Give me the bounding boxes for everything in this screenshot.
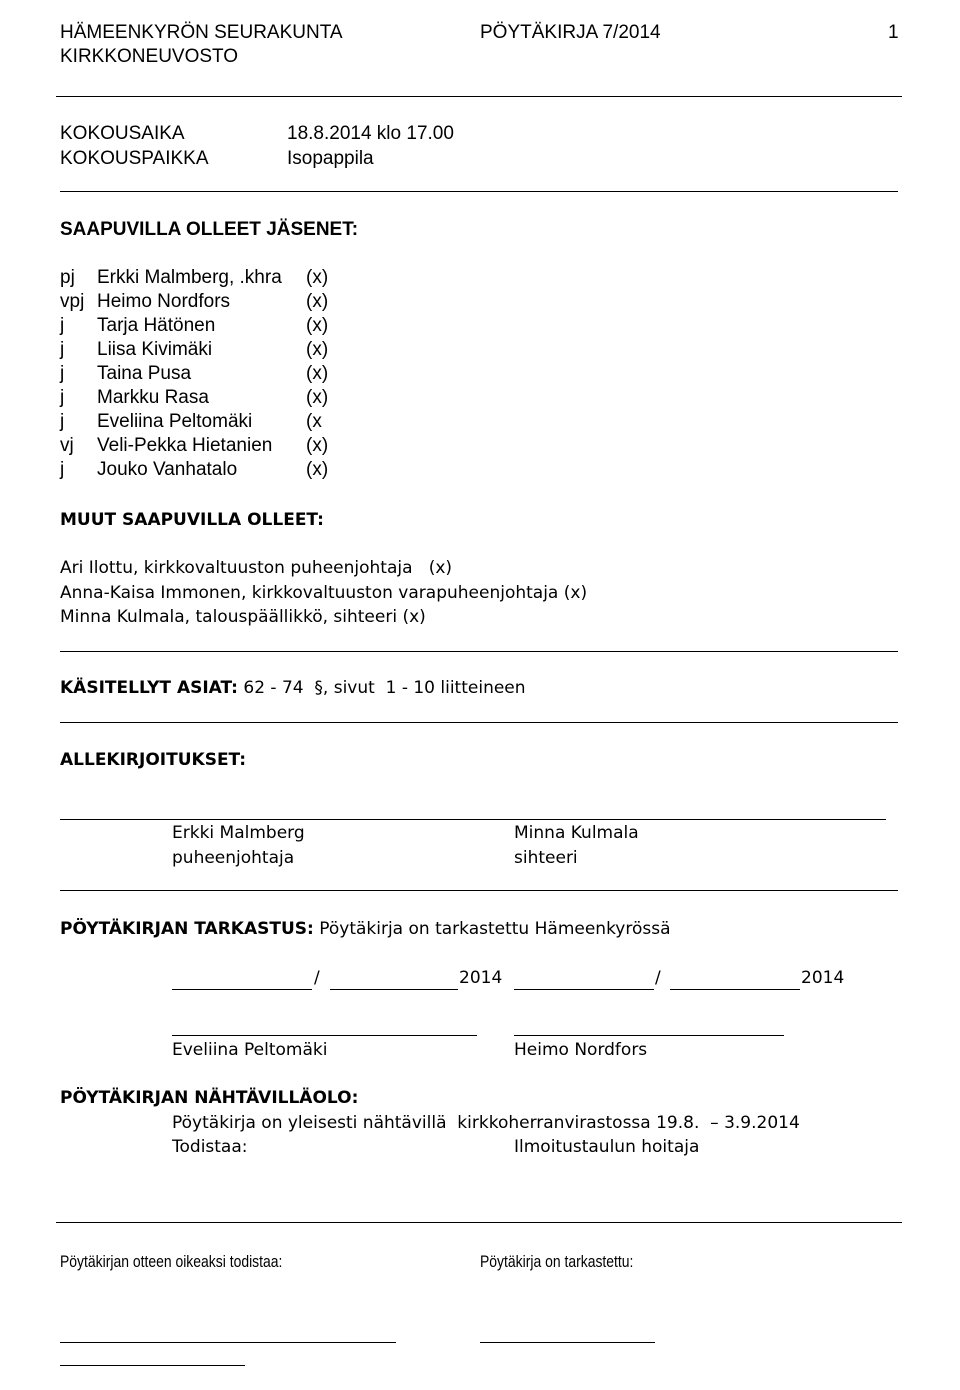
members-heading: SAAPUVILLA OLLEET JÄSENET: — [60, 219, 359, 240]
member-role: vpj — [60, 291, 85, 312]
meeting-place-value: Isopappila — [287, 148, 374, 169]
member-name: Erkki Malmberg, .khra — [97, 267, 282, 288]
inspected-label: Pöytäkirja on tarkastettu: — [480, 1252, 634, 1271]
document-title: PÖYTÄKIRJA 7/2014 — [480, 22, 661, 43]
date-slash: / — [314, 968, 320, 988]
other-attendee: Ari Ilottu, kirkkovaltuuston puheenjohtaja (x) — [60, 558, 453, 578]
matters-line — [60, 677, 526, 699]
meeting-time-label: KOKOUSAIKA — [60, 123, 185, 144]
member-role: j — [60, 363, 65, 384]
review-label: PÖYTÄKIRJAN TARKASTUS: — [60, 919, 314, 939]
divider — [60, 191, 898, 192]
date-year: 2014 — [801, 968, 845, 988]
member-role: j — [60, 459, 65, 480]
review-line — [60, 918, 671, 940]
member-name: Liisa Kivimäki — [97, 339, 213, 360]
other-attendee: Anna-Kaisa Immonen, kirkkovaltuuston varapuheenjohtaja (x) — [60, 583, 588, 603]
reviewer-name: Eveliina Peltomäki — [172, 1040, 328, 1060]
chair-name: Erkki Malmberg — [172, 823, 305, 843]
divider — [60, 722, 898, 723]
member-role: j — [60, 315, 65, 336]
footer-divider — [56, 1222, 902, 1223]
member-presence: (x) — [306, 387, 329, 408]
certify-label: Todistaa: — [172, 1137, 248, 1157]
member-presence: (x) — [306, 459, 329, 480]
certify-value: Ilmoitustaulun hoitaja — [514, 1137, 700, 1157]
divider — [60, 651, 898, 652]
member-role: vj — [60, 435, 74, 456]
reviewer-signature-line — [514, 1035, 784, 1036]
signature-line — [60, 819, 886, 820]
member-presence: (x — [306, 411, 322, 432]
reviewer-name: Heimo Nordfors — [514, 1040, 648, 1060]
member-name: Jouko Vanhatalo — [97, 459, 238, 480]
meeting-time-value: 18.8.2014 klo 17.00 — [287, 123, 454, 144]
page-number: 1 — [888, 22, 899, 43]
member-presence: (x) — [306, 435, 329, 456]
secretary-role: sihteeri — [514, 848, 578, 868]
header-divider — [56, 96, 902, 97]
member-name: Taina Pusa — [97, 363, 192, 384]
council-name: KIRKKONEUVOSTO — [60, 46, 239, 67]
member-presence: (x) — [306, 315, 329, 336]
signature-line — [60, 1365, 245, 1366]
date-slash: / — [655, 968, 661, 988]
display-heading: PÖYTÄKIRJAN NÄHTÄVILLÄOLO: — [60, 1088, 359, 1108]
divider — [60, 890, 898, 891]
date-year: 2014 — [459, 968, 503, 988]
member-presence: (x) — [306, 339, 329, 360]
member-name: Tarja Hätönen — [97, 315, 216, 336]
meeting-place-label: KOKOUSPAIKKA — [60, 148, 209, 169]
signature-line — [60, 1342, 396, 1343]
member-role: pj — [60, 267, 75, 288]
extract-certification-label: Pöytäkirjan otteen oikeaksi todistaa: — [60, 1252, 283, 1271]
date-day-line — [514, 989, 654, 990]
matters-value: 62 - 74 §, sivut 1 - 10 liitteineen — [237, 678, 526, 698]
member-presence: (x) — [306, 267, 329, 288]
signature-line — [480, 1342, 655, 1343]
review-text: Pöytäkirja on tarkastettu Hämeenkyrössä — [313, 919, 671, 939]
member-role: j — [60, 411, 65, 432]
other-attendee: Minna Kulmala, talouspäällikkö, sihteeri (x) — [60, 607, 426, 627]
member-name: Markku Rasa — [97, 387, 209, 408]
organization-name: HÄMEENKYRÖN SEURAKUNTA — [60, 22, 343, 43]
date-day-line — [172, 989, 312, 990]
member-name: Heimo Nordfors — [97, 291, 231, 312]
member-name: Veli-Pekka Hietanien — [97, 435, 273, 456]
display-text: Pöytäkirja on yleisesti nähtävillä kirkkoherranvirastossa 19.8. – 3.9.2014 — [172, 1113, 800, 1133]
member-name: Eveliina Peltomäki — [97, 411, 253, 432]
matters-label: KÄSITELLYT ASIAT: — [60, 678, 238, 698]
member-role: j — [60, 339, 65, 360]
date-month-line — [330, 989, 458, 990]
chair-role: puheenjohtaja — [172, 848, 295, 868]
others-heading: MUUT SAAPUVILLA OLLEET: — [60, 510, 324, 530]
signatures-heading: ALLEKIRJOITUKSET: — [60, 750, 247, 770]
date-month-line — [670, 989, 800, 990]
member-role: j — [60, 387, 65, 408]
member-presence: (x) — [306, 363, 329, 384]
reviewer-signature-line — [172, 1035, 477, 1036]
secretary-name: Minna Kulmala — [514, 823, 639, 843]
member-presence: (x) — [306, 291, 329, 312]
